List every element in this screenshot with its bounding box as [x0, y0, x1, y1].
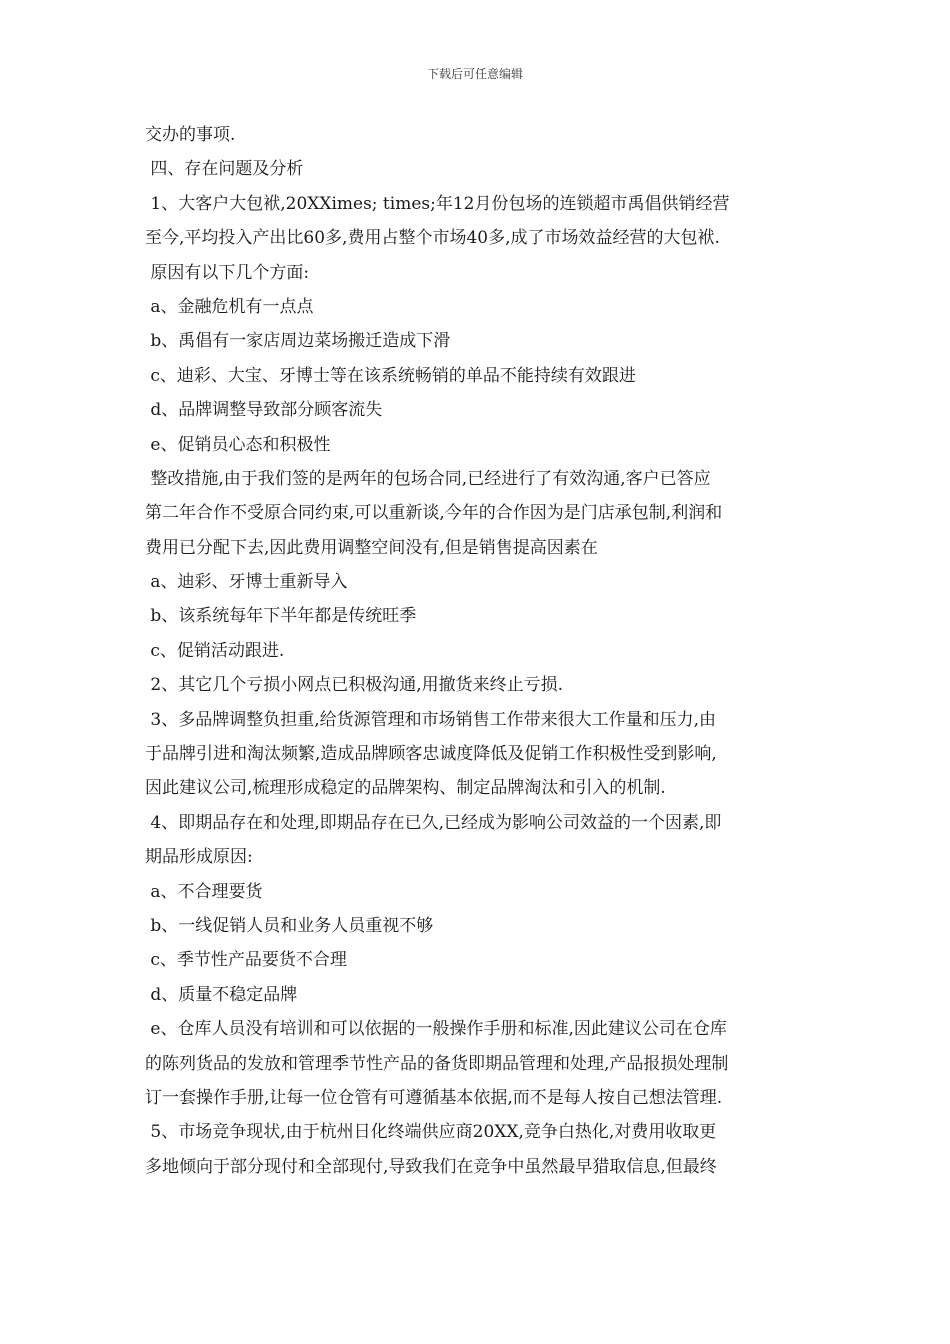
text-line: 至今,平均投入产出比60多,费用占整个市场40多,成了市场效益经营的大包袱. — [145, 228, 720, 249]
document-body — [145, 118, 810, 1184]
text-line: 整改措施,由于我们签的是两年的包场合同,已经进行了有效沟通,客户已答应 — [145, 468, 711, 489]
text-line: 的陈列货品的发放和管理季节性产品的备货即期品管理和处理,产品报损处理制 — [145, 1053, 729, 1074]
text-line: 1、大客户大包袱,20XXimes; times;年12月份包场的连锁超市禹倡供销经营 — [145, 193, 730, 214]
text-line: c、促销活动跟进. — [145, 640, 285, 661]
text-line: 费用已分配下去,因此费用调整空间没有,但是销售提高因素在 — [145, 537, 598, 558]
text-line: 多地倾向于部分现付和全部现付,导致我们在竞争中虽然最早猎取信息,但最终 — [145, 1156, 717, 1177]
text-line: b、一线促销人员和业务人员重视不够 — [145, 915, 434, 936]
text-line: 于品牌引进和淘汰频繁,造成品牌顾客忠诚度降低及促销工作积极性受到影响, — [145, 744, 717, 765]
text-line: a、迪彩、牙博士重新导入 — [145, 572, 348, 593]
text-line: 第二年合作不受原合同约束,可以重新谈,今年的合作因为是门店承包制,利润和 — [145, 503, 723, 524]
text-line: 4、即期品存在和处理,即期品存在已久,已经成为影响公司效益的一个因素,即 — [145, 812, 722, 833]
text-line: 订一套操作手册,让每一位仓管有可遵循基本依据,而不是每人按自己想法管理. — [145, 1087, 723, 1108]
text-line: e、促销员心态和积极性 — [145, 434, 331, 455]
text-line: 5、市场竞争现状,由于杭州日化终端供应商20XX,竞争白热化,对费用收取更 — [145, 1122, 717, 1143]
text-line: b、该系统每年下半年都是传统旺季 — [145, 606, 417, 627]
text-line: b、禹倡有一家店周边菜场搬迁造成下滑 — [145, 331, 451, 352]
text-line: 3、多品牌调整负担重,给货源管理和市场销售工作带来很大工作量和压力,由 — [145, 709, 717, 730]
text-line: 2、其它几个亏损小网点已积极沟通,用撤货来终止亏损. — [145, 675, 564, 696]
page-header: 下载后可任意编辑 — [426, 67, 523, 81]
text-line: c、季节性产品要货不合理 — [145, 950, 347, 971]
text-line: e、仓库人员没有培训和可以依据的一般操作手册和标准,因此建议公司在仓库 — [145, 1019, 727, 1040]
text-line: 原因有以下几个方面: — [145, 262, 310, 283]
text-line: d、品牌调整导致部分顾客流失 — [145, 400, 383, 421]
text-line: 交办的事项. — [145, 125, 236, 145]
text-line: 四、存在问题及分析 — [145, 159, 304, 180]
text-line: 因此建议公司,梳理形成稳定的品牌架构、制定品牌淘汰和引入的机制. — [145, 778, 666, 799]
text-line: c、迪彩、大宝、牙博士等在该系统畅销的单品不能持续有效跟进 — [145, 365, 636, 386]
text-line: 期品形成原因: — [145, 847, 253, 868]
text-line: d、质量不稳定品牌 — [145, 984, 298, 1005]
text-line: a、不合理要货 — [145, 881, 263, 902]
text-line: a、金融危机有一点点 — [145, 296, 314, 317]
